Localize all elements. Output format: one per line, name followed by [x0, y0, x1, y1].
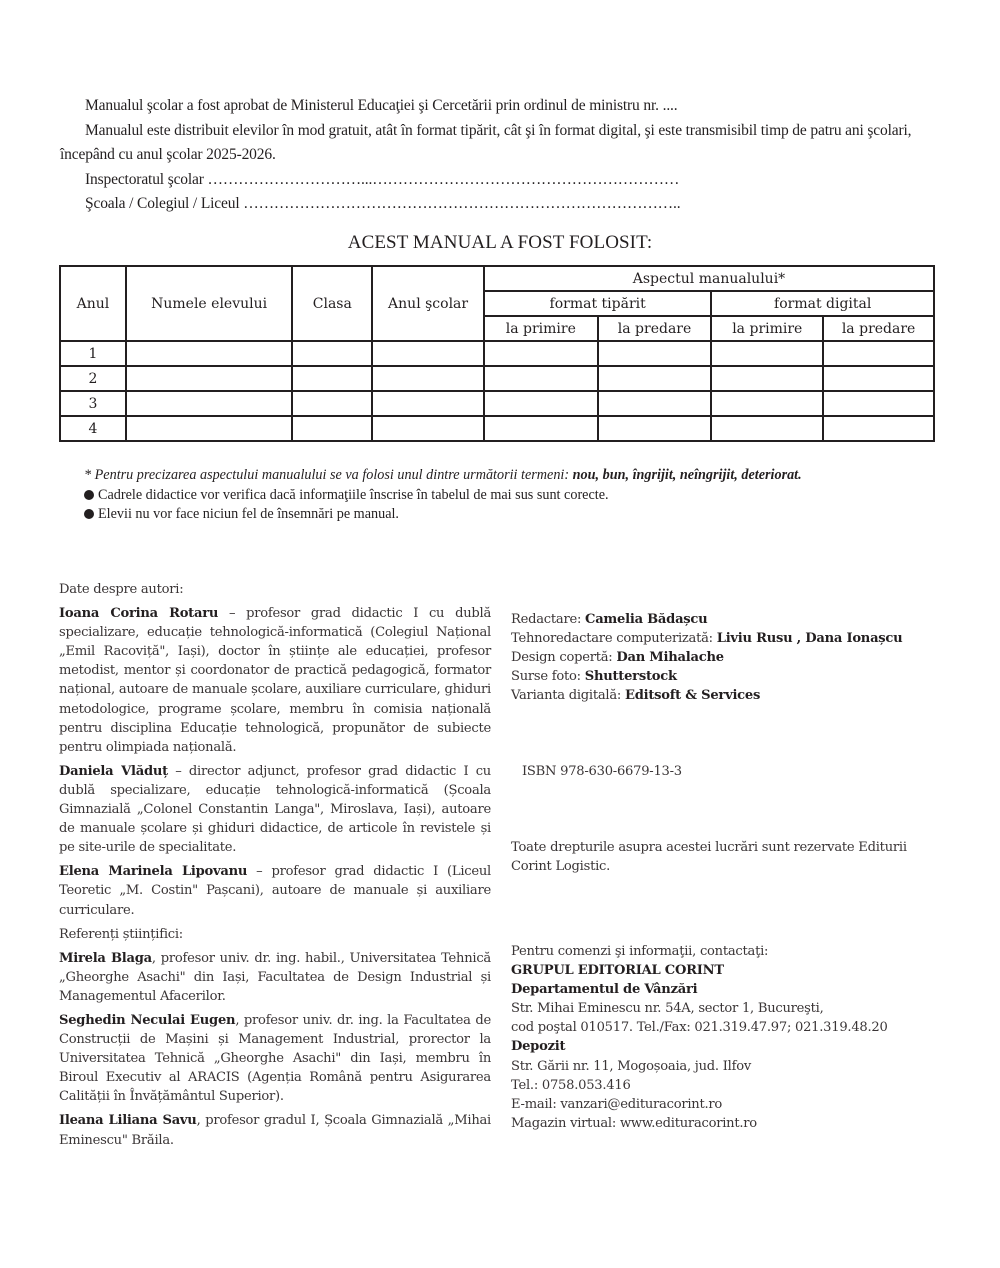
credit-value: Dan Mihalache: [616, 650, 724, 666]
table-row: [60, 366, 934, 391]
row-year: 1: [60, 341, 126, 366]
credit-label: Design copertă:: [511, 650, 617, 666]
address-line: cod poştal 010517. Tel./Fax: 021.319.47.97; 021.319.48.20: [511, 1020, 888, 1036]
school-line: Şcoala / Colegiul / Liceul …………………………………………………………………………..: [85, 195, 681, 212]
header-digital-receipt: la primire: [711, 316, 823, 341]
author-name: Daniela Vlăduț: [59, 763, 168, 779]
reviewer-name: Mirela Blaga: [59, 950, 152, 966]
header-school-year: Anul şcolar: [372, 266, 484, 341]
credit-line: [511, 686, 961, 705]
note-text: Elevii nu vor face niciun fel de însemnări pe manual.: [98, 506, 399, 522]
bullet-icon: [84, 509, 94, 519]
header-class: Clasa: [292, 266, 372, 341]
author-bio: – profesor grad didactic I (Liceul Teoretic „M. Costin" Pașcani), autoare de manuale și auxiliare curriculare.: [59, 864, 491, 918]
intro-section: [60, 94, 950, 217]
header-printed-return: la predare: [598, 316, 712, 341]
cell-school-year[interactable]: [372, 341, 484, 366]
warehouse-address: Str. Gării nr. 11, Mogoșoaia, jud. Ilfov: [511, 1058, 751, 1074]
reviewer-entry: [59, 1011, 491, 1106]
cell-school-year[interactable]: [372, 366, 484, 391]
cell-printed-receipt[interactable]: [484, 366, 598, 391]
address-line: Str. Mihai Eminescu nr. 54A, sector 1, Bucureşti,: [511, 1001, 824, 1017]
credit-value: Camelia Bădașcu: [585, 612, 708, 627]
header-year: Anul: [60, 266, 126, 341]
email: E-mail: vanzari@edituracorint.ro: [511, 1096, 723, 1112]
sales-department-name: Departamentul de Vânzări: [511, 982, 698, 998]
reviewer-entry: [59, 949, 491, 1006]
cell-printed-return[interactable]: [598, 341, 712, 366]
author-bio: – director adjunct, profesor grad didactic I cu dublă specializare, educație tehnologică-informatică (Școala Gimnazială „Colonel Constantin Langa", Miroslava, Iași), autoare de manuale școlare și ghiduri didactice, de articole în revistele și pe site-urile de specialitate.: [59, 763, 491, 856]
credit-line: [511, 667, 961, 686]
sales-department: [511, 980, 961, 999]
cell-student-name[interactable]: [126, 341, 293, 366]
contact-block: [511, 942, 961, 1133]
cell-class[interactable]: [292, 366, 372, 391]
cell-student-name[interactable]: [126, 366, 293, 391]
credit-value: Shutterstock: [584, 669, 677, 685]
footnote-prefix: * Pentru precizarea aspectului manualului se va folosi unul dintre următorii termeni:: [84, 467, 573, 483]
footnote-terms: nou, bun, îngrijit, neîngrijit, deteriorat.: [572, 467, 802, 483]
credit-line: [511, 629, 961, 648]
credit-label: Varianta digitală:: [511, 688, 626, 704]
table-row: [60, 341, 934, 366]
cell-student-name[interactable]: [126, 416, 293, 441]
cell-class[interactable]: [292, 391, 372, 416]
reviewer-name: Ileana Liliana Savu: [59, 1113, 197, 1129]
author-entry: [59, 762, 491, 857]
reviewer-bio: , profesor gradul I, Școala Gimnazială „Mihai Eminescu" Brăila.: [59, 1113, 491, 1148]
authors-column: [59, 580, 491, 1155]
cell-printed-return[interactable]: [598, 416, 712, 441]
row-year: 4: [60, 416, 126, 441]
header-printed: format tipărit: [484, 291, 711, 316]
warehouse-heading: [511, 1037, 961, 1056]
credit-label: Surse foto:: [511, 669, 585, 685]
cell-digital-receipt[interactable]: [711, 341, 823, 366]
inspectorate-line: Inspectoratul şcolar …………………………...……………………………………………………: [85, 170, 680, 188]
row-year: 3: [60, 391, 126, 416]
row-year: 2: [60, 366, 126, 391]
author-bio: – profesor grad didactic I cu dublă specializare, educație tehnologică-informatică (Colegiul Național „Emil Racoviță", Iași), doctor în științe ale educației, profesor metodist, mentor și coordonator de practică pedagogică, formator național, autoare de manuale școlare, auxiliare curriculare, ghiduri metodologice, programe școlare, membru în comisia națională pentru disciplina Educație tehnologică, propunător de subiecte pentru olimpiada națională.: [59, 606, 492, 755]
author-name: Ioana Corina Rotaru: [59, 606, 219, 622]
credit-label: Redactare:: [511, 612, 586, 627]
note-bullet: [84, 486, 964, 506]
cell-printed-receipt[interactable]: [484, 416, 598, 441]
cell-printed-return[interactable]: [598, 391, 712, 416]
cell-school-year[interactable]: [372, 391, 484, 416]
credit-line: [511, 610, 961, 629]
cell-digital-return[interactable]: [823, 366, 934, 391]
isbn: ISBN 978-630-6679-13-3: [522, 764, 682, 779]
usage-table: [59, 265, 935, 442]
phone: Tel.: 0758.053.416: [511, 1077, 631, 1093]
header-printed-receipt: la primire: [484, 316, 598, 341]
note-bullet: [84, 505, 964, 525]
note-text: Cadrele didactice vor verifica dacă informaţiile înscrise în tabelul de mai sus sunt corecte.: [98, 486, 609, 503]
cell-school-year[interactable]: [372, 416, 484, 441]
reviewers-heading: Referenți științifici:: [59, 926, 183, 942]
author-entry: [59, 604, 491, 757]
notes-section: [84, 466, 964, 525]
contact-intro: Pentru comenzi şi informaţii, contactaţi:: [511, 944, 769, 959]
distribution-text: Manualul este distribuit elevilor în mod gratuit, atât în format tipărit, cât şi în format digital, şi este transmisibil timp de patru ani şcolari, începând cu anul şcolar 2025-2026.: [60, 121, 912, 163]
approval-text: Manualul şcolar a fost aprobat de Ministerul Educaţiei şi Cercetării prin ordinul de ministru nr. ....: [85, 97, 678, 114]
footnote: [84, 466, 964, 486]
reviewer-bio: , profesor univ. dr. ing. la Facultatea de Construcții de Mașini și Management Industrial, prorector la Universitatea Tehnică „Gheorghe Asachi" din Iași, membru în Biroul Executiv al ARACIS (Agenția Română pentru Asigurarea Calității în Învățământul Superior).: [59, 1012, 491, 1105]
cell-student-name[interactable]: [126, 391, 293, 416]
reviewer-bio: , profesor univ. dr. ing. habil., Universitatea Tehnică „Gheorghe Asachi" din Iași, Facultatea de Design Industrial și Managementul Afacerilor.: [59, 950, 491, 1004]
author-name: Elena Marinela Lipovanu: [59, 864, 248, 880]
warehouse-heading-text: Depozit: [511, 1039, 566, 1055]
credit-value: Editsoft & Services: [625, 688, 761, 704]
cell-digital-return[interactable]: [823, 391, 934, 416]
credit-line: [511, 648, 961, 667]
authors-heading: Date despre autori:: [59, 582, 184, 597]
cell-digital-return[interactable]: [823, 341, 934, 366]
bullet-icon: [84, 490, 94, 500]
publisher-group-name: GRUPUL EDITORIAL CORINT: [511, 963, 724, 979]
online-shop: Magazin virtual: www.edituracorint.ro: [511, 1115, 757, 1131]
cell-class[interactable]: [292, 416, 372, 441]
reviewer-name: Seghedin Neculai Eugen: [59, 1012, 236, 1028]
header-aspect: Aspectul manualului*: [484, 266, 934, 291]
cell-class[interactable]: [292, 341, 372, 366]
cell-digital-return[interactable]: [823, 416, 934, 441]
credits-block: [511, 610, 961, 705]
cell-digital-receipt[interactable]: [711, 391, 823, 416]
cell-digital-receipt[interactable]: [711, 416, 823, 441]
cell-printed-return[interactable]: [598, 366, 712, 391]
header-digital-return: la predare: [823, 316, 934, 341]
cell-printed-receipt[interactable]: [484, 391, 598, 416]
table-row: [60, 391, 934, 416]
header-student-name: Numele elevului: [126, 266, 293, 341]
publisher-group: [511, 961, 961, 980]
reviewer-entry: [59, 1111, 491, 1149]
table-row: [60, 416, 934, 441]
header-digital: format digital: [711, 291, 934, 316]
rights-notice: Toate drepturile asupra acestei lucrări sunt rezervate Editurii Corint Logistic.: [511, 840, 907, 875]
usage-table-title: ACEST MANUAL A FOST FOLOSIT:: [347, 232, 653, 253]
cell-printed-receipt[interactable]: [484, 341, 598, 366]
credit-label: Tehnoredactare computerizată:: [511, 631, 717, 647]
credit-value: Liviu Rusu , Dana Ionașcu: [716, 631, 903, 647]
author-entry: [59, 862, 491, 919]
cell-digital-receipt[interactable]: [711, 366, 823, 391]
